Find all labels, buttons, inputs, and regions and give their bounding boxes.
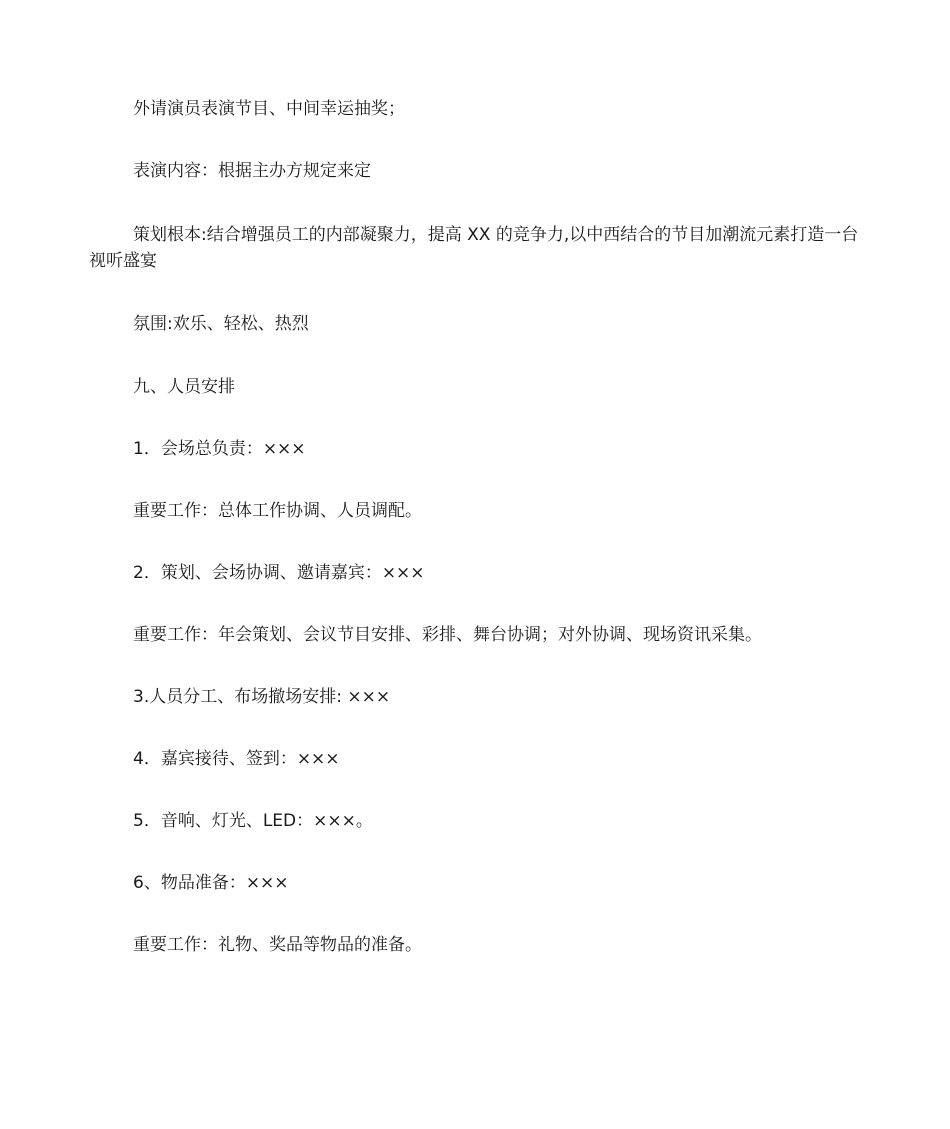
paragraph-venue-lead-duties: 重要工作：总体工作协调、人员调配。 bbox=[133, 501, 422, 521]
list-item-staff-setup: 3.人员分工、布场撤场安排: ××× bbox=[133, 687, 391, 707]
list-item-planning-guests: 2．策划、会场协调、邀请嘉宾：××× bbox=[133, 563, 425, 583]
paragraph-performance-content: 表演内容：根据主办方规定来定 bbox=[133, 161, 371, 181]
list-item-guest-reception: 4．嘉宾接待、签到：××× bbox=[133, 749, 340, 769]
list-item-venue-lead: 1．会场总负责：××× bbox=[133, 439, 306, 459]
paragraph-atmosphere: 氛围:欢乐、轻松、热烈 bbox=[133, 314, 309, 334]
list-item-audio-lighting: 5．音响、灯光、LED：×××。 bbox=[133, 811, 373, 831]
paragraph-planning-duties: 重要工作：年会策划、会议节目安排、彩排、舞台协调；对外协调、现场资讯采集。 bbox=[133, 625, 762, 645]
paragraph-performance-arrangement: 外请演员表演节目、中间幸运抽奖； bbox=[133, 99, 405, 119]
section-heading-staffing: 九、人员安排 bbox=[133, 377, 235, 397]
paragraph-supplies-duties: 重要工作：礼物、奖品等物品的准备。 bbox=[133, 935, 422, 955]
list-item-supplies: 6、物品准备：××× bbox=[133, 873, 289, 893]
paragraph-planning-basis: 策划根本:结合增强员工的内部凝聚力，提高 XX 的竞争力,以中西结合的节目加潮流元素打造一台视听盛宴 bbox=[89, 225, 859, 271]
